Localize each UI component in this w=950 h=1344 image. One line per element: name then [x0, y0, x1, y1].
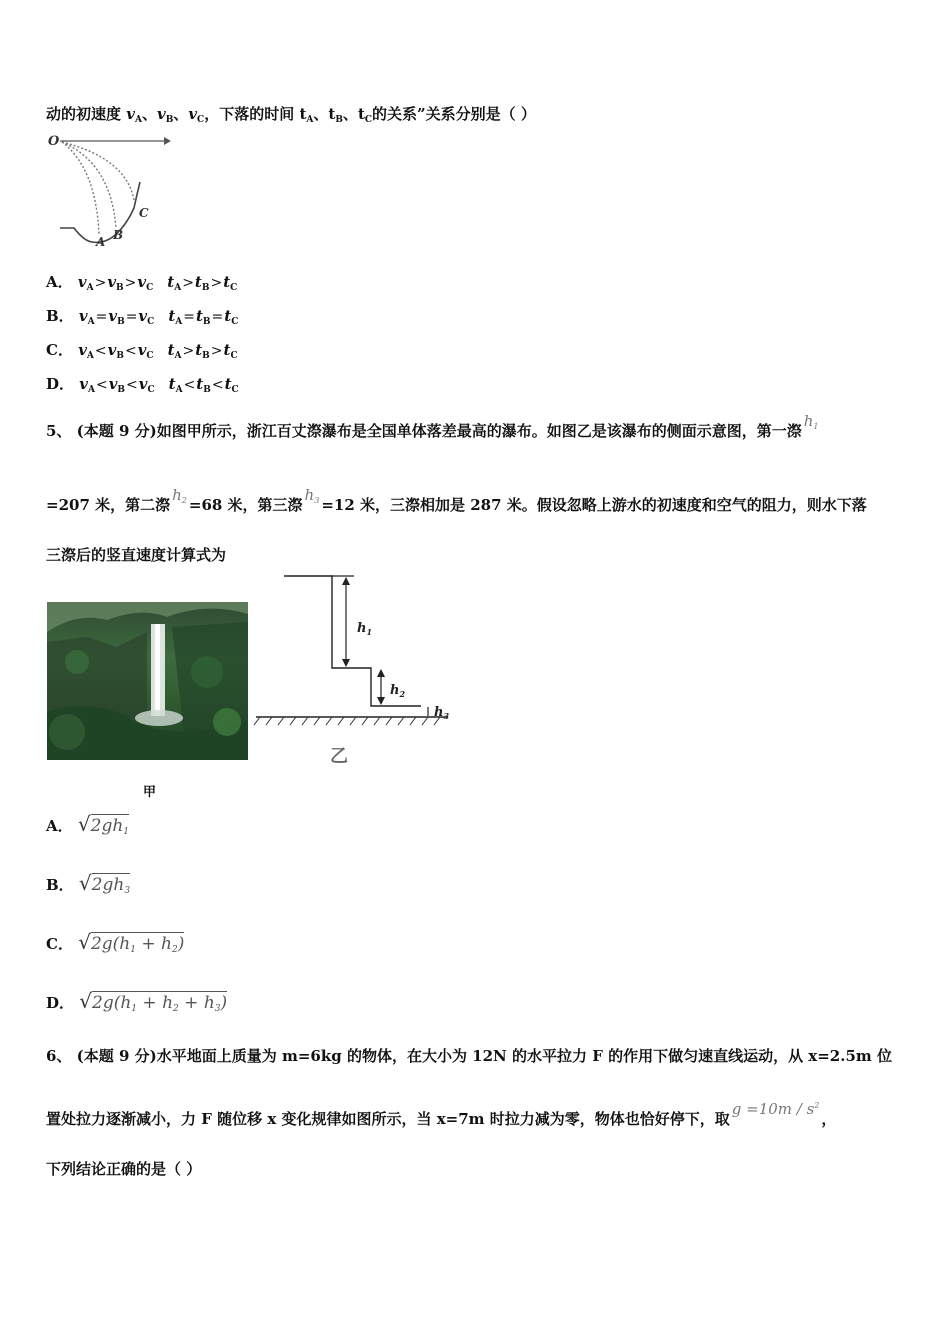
label-h3: $h_3$ — [434, 705, 450, 721]
caption-yi: 乙 — [330, 746, 348, 767]
step-profile — [284, 576, 421, 706]
q5-option-c[interactable]: C． $√2g(h_1 + h_2)$ — [46, 930, 185, 955]
label-c: C — [139, 206, 149, 220]
q5-option-a[interactable]: A． $√2gh_1$ — [46, 812, 130, 837]
g-value-expression: $g =10m / s^2$ — [731, 1100, 820, 1118]
q4-stem: 动的初速度 $v_A$、$v_B$、$v_C$，下落的时间 $t_A$、$t_B$、$t_C$的关系”关系分别是（ ） — [46, 105, 536, 125]
q4-option-a[interactable]: A． $v_A>v_B>v_C$ $t_A>t_B>t_C$ — [46, 273, 238, 293]
q6-stem-line1: 6、 (本题 9 分)水平地面上质量为 m=6kg 的物体，在大小为 12N 的水平拉力 F 的作用下做匀速直线运动，从 x=2.5m 位 — [46, 1047, 892, 1065]
trajectory-b — [62, 142, 116, 228]
q5-stem-line2: =207 米，第二漈$h_2 =68$ 米，第三漈$h_3 =12$ 米，三漈相加是 287 米。假设忽略上游水的初速度和空气的阻力，则水下落 — [46, 486, 867, 514]
label-h1: $h_1$ — [357, 621, 373, 637]
caption-jia: 甲 — [143, 785, 157, 800]
waterfall-photo — [47, 602, 248, 760]
ground-hatching — [254, 717, 440, 725]
q4-option-b[interactable]: B． $v_A=v_B=v_C$ $t_A=t_B=t_C$ — [46, 307, 239, 327]
q6-stem-line2: 置处拉力逐渐减小，力 F 随位移 x 变化规律如图所示，当 x=7m 时拉力减为零，物体也恰好停下，取$g =10m / s^2$， — [46, 1100, 837, 1128]
label-b: B — [113, 228, 124, 242]
waterfall-step-diagram — [250, 570, 460, 770]
waterfall-illustration — [47, 602, 248, 760]
slope-surface — [60, 182, 140, 242]
h3-symbol: $h_3$ — [304, 486, 320, 505]
trajectory-a — [62, 142, 99, 234]
axis-arrow — [164, 137, 171, 145]
projectile-trajectory-figure — [46, 128, 176, 250]
q4-option-c[interactable]: C． $v_A<v_B<v_C$ $t_A>t_B>t_C$ — [46, 341, 238, 361]
q5-option-d[interactable]: D． $√2g(h_1 + h_2 + h_3)$ — [46, 989, 228, 1014]
h2-symbol: $h_2$ — [172, 486, 187, 505]
trajectory-c — [62, 142, 134, 200]
label-a: A — [96, 235, 106, 249]
h1-symbol: $h_1$ — [803, 412, 819, 431]
q4-option-d[interactable]: D． $v_A<v_B<v_C$ $t_A<t_B<t_C$ — [46, 375, 239, 395]
q5-stem-line3: 三漈后的竖直速度计算式为 — [46, 546, 227, 564]
q5-option-b[interactable]: B． $√2gh_3$ — [46, 871, 131, 896]
q6-stem-line3: 下列结论正确的是（ ） — [46, 1160, 202, 1178]
label-o: O — [48, 134, 60, 149]
q5-stem-line1: 5、 (本题 9 分)如图甲所示，浙江百丈漈瀑布是全国单体落差最高的瀑布。如图乙是该瀑布的侧面示意图，第一漈$h_1$ — [46, 412, 819, 440]
label-h2: $h_2$ — [390, 683, 406, 699]
